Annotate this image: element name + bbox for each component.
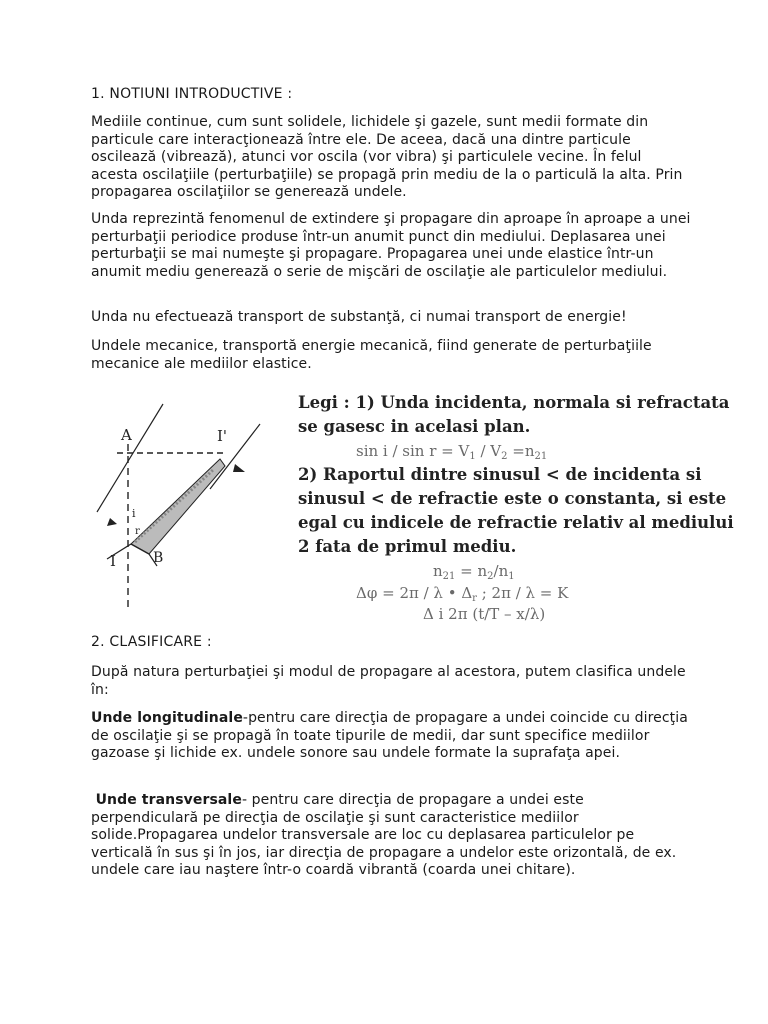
paragraph-energy-transport: Unda nu efectuează transport de substanţă, ci numai transport de energie! xyxy=(91,309,627,325)
term-transversal: Unde transversale xyxy=(95,792,242,808)
law-line-4: 2) Raportul dintre sinusul < de incidenta si xyxy=(298,465,702,484)
law-formula-cut: Δ i 2π (t/T – x/λ) xyxy=(423,605,546,623)
law-formula-sin: $\sin i / \sin r = V_1 / V_2 =n_{21}$ xyxy=(356,442,548,462)
text-longitudinal: -pentru care direcţia de propagare a undei coincide cu direcţia de oscilaţie şi se propagă în toate tipurile de medii, dar sunt specifice mediilor gazoase şi lichide ex. undele sonore sau undele formate la suprafaţa apei. xyxy=(91,710,688,761)
law-formula-index: $n_{21} = n_2/n_1$ xyxy=(433,562,515,582)
law-line-5: sinusul < de refractie este o constanta, si este xyxy=(298,489,727,508)
label-I: I xyxy=(110,552,116,570)
law-line-2: se gasesc in acelasi plan. xyxy=(298,417,531,436)
section-heading-intro: 1. NOTIUNI INTRODUCTIVE : xyxy=(91,86,293,102)
law-formula-phase: Δφ = 2π / λ • $\Delta_r$ ; 2π / λ = K xyxy=(356,584,569,604)
section-heading-classification: 2. CLASIFICARE : xyxy=(91,634,212,650)
paragraph-media: Mediile continue, cum sunt solidele, lichidele şi gazele, sunt medii formate din particule care interacţionează între ele. De aceea, dacă una dintre particule oscilează (vibrează), atunci vor oscila (vor vibra) şi particulele vecine. În felul acesta oscilaţiile (perturbaţiile) se propagă prin mediu de la o particulă la alta. Prin propagarea oscilaţiilor se generează undele. xyxy=(91,114,683,200)
law-line-6: egal cu indicele de refractie relativ al mediului xyxy=(298,513,734,532)
label-i: i xyxy=(132,507,136,520)
paragraph-longitudinal-waves xyxy=(91,710,691,763)
paragraph-transversal-waves xyxy=(91,792,691,880)
paragraph-wave-definition: Unda reprezintă fenomenul de extindere şi propagare din aproape în aproape a unei perturbaţii periodice produse într-un anumit punct din mediului. Deplasarea unei perturbaţii se mai numeşte şi propagare. Propagarea unei unde elastice într-un anumit mediu generează o serie de mişcări de oscilaţie ale particulelor mediului. xyxy=(91,211,691,280)
label-B: B xyxy=(153,550,164,566)
refraction-diagram xyxy=(95,404,265,612)
label-I-prime: I' xyxy=(217,427,228,445)
law-line-7: 2 fata de primul mediu. xyxy=(298,537,517,556)
refraction-laws-text xyxy=(298,393,734,623)
text-transversal: - pentru care direcţia de propagare a undei este perpendiculară pe direcţia de oscilaţie şi sunt caracteristice mediilor solide.Propagarea undelor transversale are loc cu deplasarea particulelor pe verticală în sus şi în jos, iar direcţia de propagare a undelor este orizontală, de ex. undele care iau naştere într-o coardă vibrantă (coarda unei chitare). xyxy=(91,792,677,878)
term-longitudinal: Unde longitudinale xyxy=(91,710,243,726)
law-line-1: Legi : 1) Unda incidenta, normala si refractata xyxy=(298,393,730,412)
label-A: A xyxy=(121,426,132,444)
paragraph-classification-intro: După natura perturbaţiei şi modul de propagare al acestora, putem clasifica undele în: xyxy=(91,664,686,698)
refraction-figure xyxy=(95,393,734,623)
label-r: r xyxy=(135,526,140,537)
paragraph-mechanical-waves: Undele mecanice, transportă energie mecanică, fiind generate de perturbaţiile mecanice ale mediilor elastice. xyxy=(91,338,652,372)
